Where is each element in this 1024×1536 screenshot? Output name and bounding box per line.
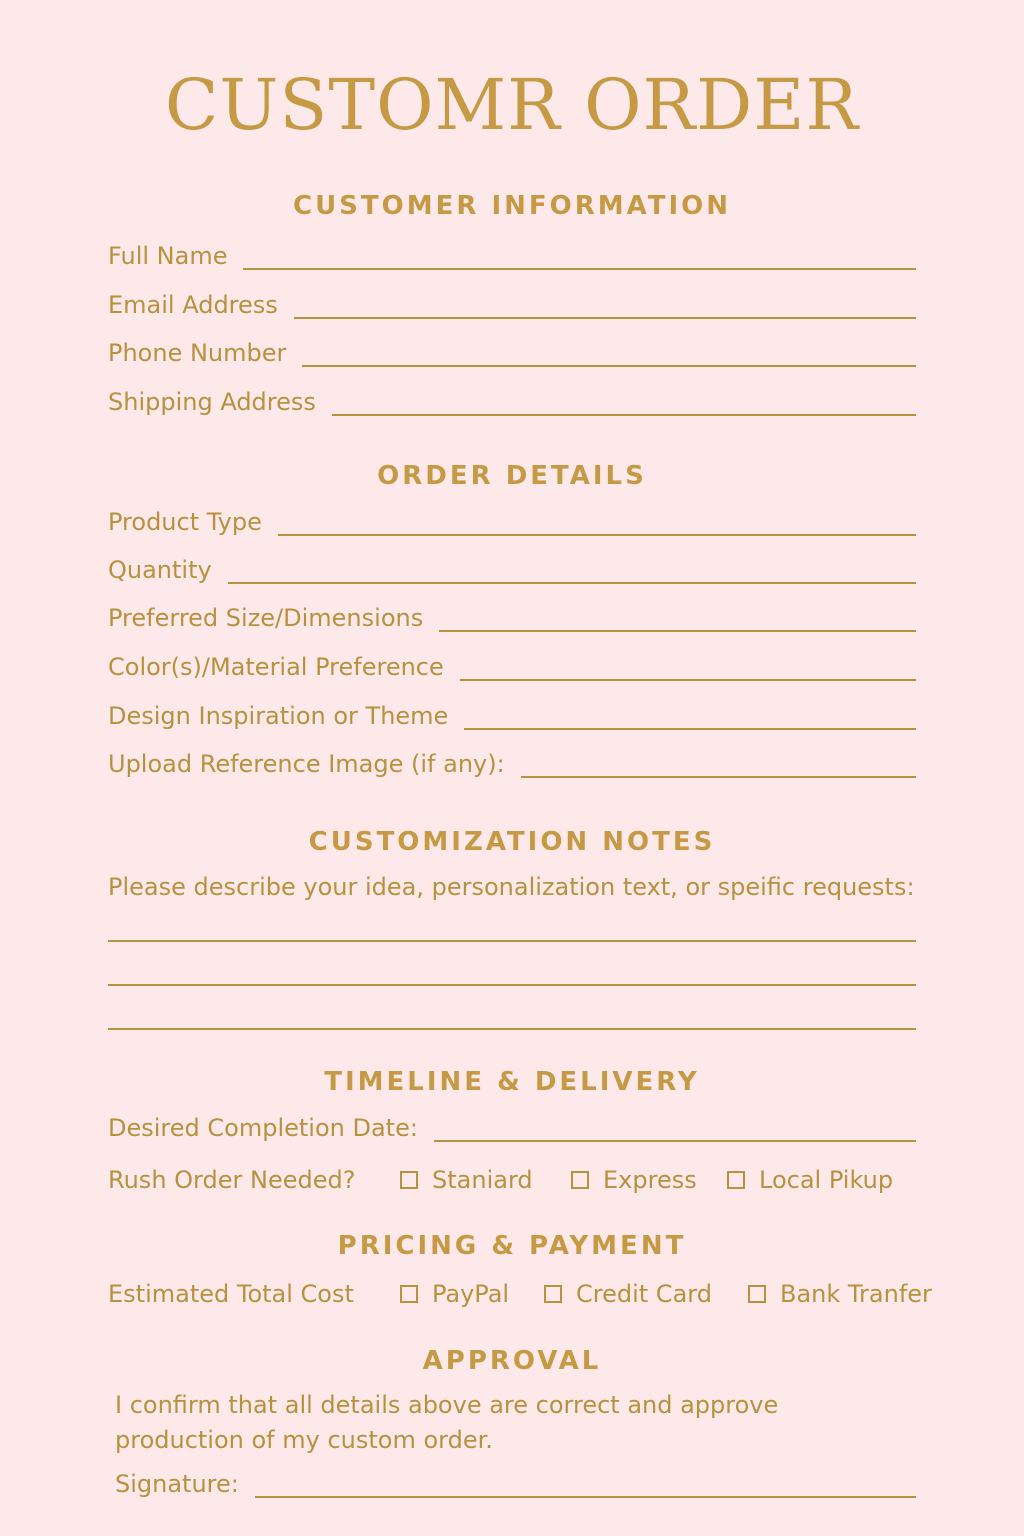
estimated-cost-label: Estimated Total Cost bbox=[108, 1280, 354, 1308]
color-material-label: Color(s)/Material Preference bbox=[108, 653, 444, 681]
size-line[interactable] bbox=[439, 630, 916, 632]
color-material-field[interactable] bbox=[108, 647, 916, 681]
option-express[interactable] bbox=[571, 1168, 697, 1192]
full-name-field[interactable] bbox=[108, 236, 916, 270]
option-paypal-label: PayPal bbox=[432, 1280, 510, 1308]
phone-field[interactable] bbox=[108, 333, 916, 367]
checkbox-local-pickup[interactable] bbox=[727, 1171, 745, 1189]
email-label: Email Address bbox=[108, 291, 278, 319]
approval-text-line-1: I confirm that all details above are correct and approve bbox=[115, 1391, 779, 1419]
size-label: Preferred Size/Dimensions bbox=[108, 604, 424, 632]
section-customer-information: CUSTOMER INFORMATION bbox=[292, 191, 732, 221]
design-inspiration-line[interactable] bbox=[464, 728, 916, 730]
section-order-details: ORDER DETAILS bbox=[377, 461, 647, 491]
full-name-line[interactable] bbox=[243, 268, 916, 270]
section-timeline-delivery: TIMELINE & DELIVERY bbox=[324, 1067, 700, 1097]
option-standard[interactable] bbox=[400, 1168, 533, 1192]
completion-date-line[interactable] bbox=[434, 1140, 916, 1142]
signature-field[interactable] bbox=[115, 1464, 916, 1498]
section-approval: APPROVAL bbox=[422, 1346, 602, 1376]
approval-text-line-2: production of my custom order. bbox=[115, 1426, 493, 1454]
shipping-address-label: Shipping Address bbox=[108, 388, 316, 416]
section-pricing-payment: PRICING & PAYMENT bbox=[337, 1231, 687, 1261]
product-type-label: Product Type bbox=[108, 508, 262, 536]
rush-order-label: Rush Order Needed? bbox=[108, 1166, 356, 1194]
checkbox-paypal[interactable] bbox=[400, 1285, 418, 1303]
upload-reference-line[interactable] bbox=[521, 776, 916, 778]
color-material-line[interactable] bbox=[460, 679, 916, 681]
option-bank-transfer-label: Bank Tranfer bbox=[780, 1280, 932, 1308]
quantity-label: Quantity bbox=[108, 556, 212, 584]
product-type-field[interactable] bbox=[108, 502, 916, 536]
full-name-label: Full Name bbox=[108, 242, 228, 270]
signature-line[interactable] bbox=[255, 1496, 916, 1498]
notes-line-2[interactable] bbox=[108, 984, 916, 986]
option-local-pickup-label: Local Pikup bbox=[759, 1166, 894, 1194]
completion-date-field[interactable] bbox=[108, 1108, 916, 1142]
checkbox-bank-transfer[interactable] bbox=[748, 1285, 766, 1303]
size-field[interactable] bbox=[108, 598, 916, 632]
upload-reference-label: Upload Reference Image (if any): bbox=[108, 750, 505, 778]
phone-line[interactable] bbox=[302, 365, 916, 367]
email-line[interactable] bbox=[294, 317, 916, 319]
checkbox-express[interactable] bbox=[571, 1171, 589, 1189]
notes-line-1[interactable] bbox=[108, 940, 916, 942]
option-paypal[interactable] bbox=[400, 1282, 509, 1306]
phone-label: Phone Number bbox=[108, 339, 287, 367]
design-inspiration-field[interactable] bbox=[108, 696, 916, 730]
customization-prompt: Please describe your idea, personalization text, or speific requests: bbox=[108, 873, 915, 901]
signature-label: Signature: bbox=[115, 1470, 239, 1498]
option-credit-card-label: Credit Card bbox=[576, 1280, 712, 1308]
design-inspiration-label: Design Inspiration or Theme bbox=[108, 702, 449, 730]
option-local-pickup[interactable] bbox=[727, 1168, 893, 1192]
completion-date-label: Desired Completion Date: bbox=[108, 1114, 418, 1142]
checkbox-credit-card[interactable] bbox=[544, 1285, 562, 1303]
option-bank-transfer[interactable] bbox=[748, 1282, 932, 1306]
option-credit-card[interactable] bbox=[544, 1282, 712, 1306]
page-title: CUSTOMR ORDER bbox=[164, 64, 860, 146]
option-standard-label: Staniard bbox=[432, 1166, 533, 1194]
email-field[interactable] bbox=[108, 285, 916, 319]
quantity-line[interactable] bbox=[228, 582, 916, 584]
product-type-line[interactable] bbox=[278, 534, 916, 536]
section-customization-notes: CUSTOMIZATION NOTES bbox=[308, 827, 716, 857]
notes-line-3[interactable] bbox=[108, 1028, 916, 1030]
option-express-label: Express bbox=[603, 1166, 697, 1194]
shipping-address-line[interactable] bbox=[332, 414, 916, 416]
upload-reference-field[interactable] bbox=[108, 744, 916, 778]
checkbox-standard[interactable] bbox=[400, 1171, 418, 1189]
shipping-address-field[interactable] bbox=[108, 382, 916, 416]
quantity-field[interactable] bbox=[108, 550, 916, 584]
